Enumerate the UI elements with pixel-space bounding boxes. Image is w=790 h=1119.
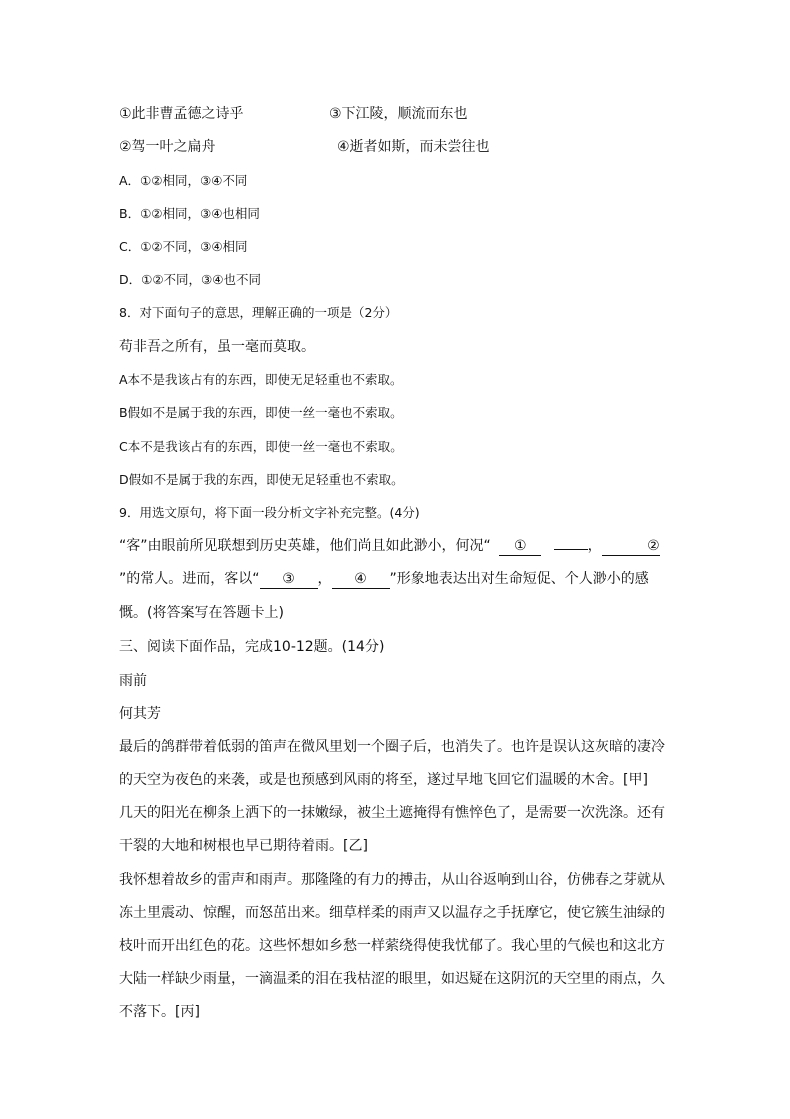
q7-option-row-1 <box>119 104 468 124</box>
blank-1-tail <box>554 549 588 550</box>
q8-stem: 8．对下面句子的意思，理解正确的一项是（2分） <box>119 305 398 320</box>
q7-choice-c: C．①②不同，③④相同 <box>119 239 248 254</box>
q7-option-1: ①此非曹孟德之诗乎 <box>119 106 244 122</box>
q9-text-2a: ”的常人。进而，客以“ <box>119 571 260 587</box>
section-3-heading: 三、阅读下面作品，完成10-12题。(14分) <box>119 639 385 655</box>
q7-option-3: ③下江陵，顺流而东也 <box>329 106 468 122</box>
q7-option-2: ②驾一叶之扁舟 <box>119 139 216 155</box>
article-line-9: 不落下。[丙] <box>119 1004 200 1020</box>
article-line-5: 我怀想着故乡的雷声和雨声。那隆隆的有力的搏击，从山谷返响到山谷，仿佛春之芽就从 <box>119 872 665 888</box>
q9-comma-2: ， <box>317 571 332 587</box>
blank-2: ② <box>602 537 660 556</box>
q9-text-2b: ”形象地表达出对生命短促、个人渺小的感 <box>389 571 649 587</box>
q9-paragraph-line-2 <box>119 569 649 589</box>
q7-option-4: ④逝者如斯，而未尝往也 <box>337 139 490 155</box>
q7-choice-a: A．①②相同，③④不同 <box>119 173 248 188</box>
q7-choice-b: B．①②相同，③④也相同 <box>119 206 260 221</box>
blank-4: ④ <box>332 570 390 589</box>
q8-sentence: 苟非吾之所有，虽一毫而莫取。 <box>119 339 315 355</box>
q9-comma-1: ， <box>587 538 602 554</box>
article-line-6: 冻土里震动、惊醒，而怒茁出来。细草样柔的雨声又以温存之手抚摩它，使它簇生油绿的 <box>119 905 665 921</box>
q7-option-row-2 <box>119 137 490 157</box>
article-line-7: 枝叶而开出红色的花。这些怀想如乡愁一样萦绕得使我忧郁了。我心里的气候也和这北方 <box>119 938 665 954</box>
q8-choice-d: D假如不是属于我的东西，即使无足轻重也不索取。 <box>119 472 404 487</box>
q9-paragraph-line-1 <box>119 536 660 556</box>
article-line-4: 干裂的大地和树根也早已期待着雨。[乙] <box>119 838 368 854</box>
q8-choice-a: A本不是我该占有的东西，即使无足轻重也不索取。 <box>119 372 403 387</box>
article-line-3: 几天的阳光在柳条上洒下的一抹嫩绿，被尘土遮掩得有憔悴色了，是需要一次洗涤。还有 <box>119 805 665 821</box>
blank-1: ① <box>499 537 541 556</box>
q7-choice-d: D．①②不同，③④也不同 <box>119 272 261 287</box>
article-line-2: 的天空为夜色的来袭，或是也预感到风雨的将至，遂过早地飞回它们温暖的木舍。[甲] <box>119 772 648 788</box>
q8-choice-b: B假如不是属于我的东西，即使一丝一毫也不索取。 <box>119 405 403 420</box>
q9-text-1: “客”由眼前所见联想到历史英雄，他们尚且如此渺小，何况“ <box>119 538 491 554</box>
article-line-8: 大陆一样缺少雨量，一滴温柔的泪在我枯涩的眼里，如迟疑在这阴沉的天空里的雨点，久 <box>119 971 665 987</box>
article-author: 何其芳 <box>119 706 161 722</box>
article-title: 雨前 <box>119 673 147 689</box>
blank-3: ③ <box>260 570 318 589</box>
q8-choice-c: C本不是我该占有的东西，即使一丝一毫也不索取。 <box>119 439 403 454</box>
q9-stem: 9．用选文原句，将下面一段分析文字补充完整。(4分) <box>119 505 420 520</box>
article-line-1: 最后的鸽群带着低弱的笛声在微风里划一个圈子后，也消失了。也许是误认这灰暗的凄冷 <box>119 739 665 755</box>
q9-paragraph-line-3: 慨。(将答案写在答题卡上) <box>119 605 284 621</box>
